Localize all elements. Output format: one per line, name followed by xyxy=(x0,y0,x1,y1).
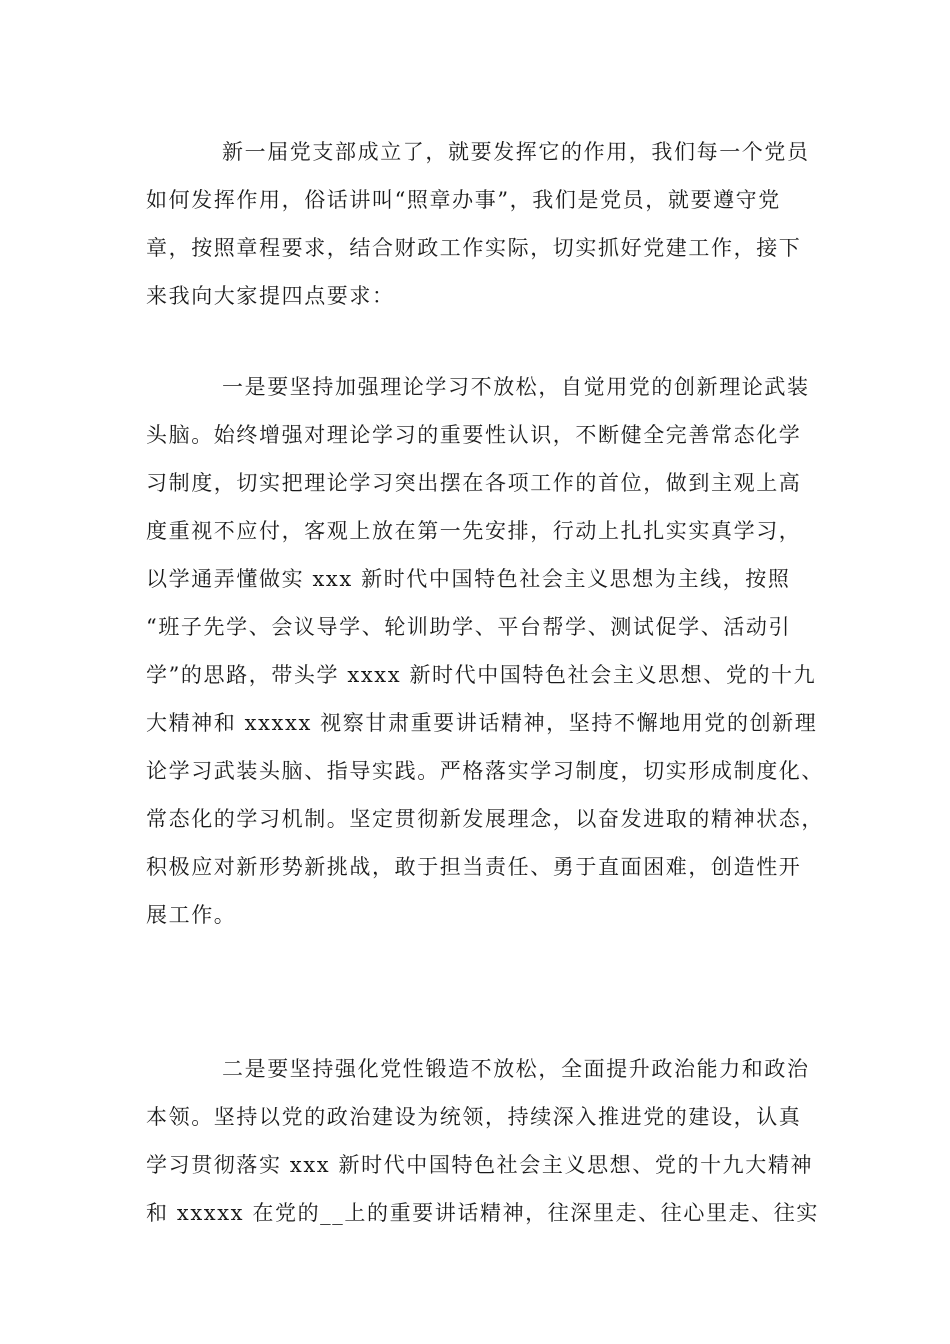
text-line: 大精神和 xxxxx 视察甘肃重要讲话精神，坚持不懈地用党的创新理 xyxy=(146,711,818,735)
text-line: 积极应对新形势新挑战，敢于担当责任、勇于直面困难，创造性开 xyxy=(146,855,802,879)
paragraph-intro xyxy=(146,128,826,320)
text-line: “班子先学、会议导学、轮训助学、平台帮学、测试促学、活动引 xyxy=(146,615,792,639)
text-line: 常态化的学习机制。坚定贯彻新发展理念，以奋发进取的精神状态， xyxy=(146,807,824,831)
text-line: 二是要坚持强化党性锻造不放松，全面提升政治能力和政治 xyxy=(222,1057,810,1081)
text-line: 如何发挥作用，俗话讲叫“照章办事”，我们是党员，就要遵守党 xyxy=(146,188,781,212)
text-line: 来我向大家提四点要求： xyxy=(146,284,395,308)
text-line: 章，按照章程要求，结合财政工作实际，切实抓好党建工作，接下 xyxy=(146,236,802,260)
text-line: 习制度，切实把理论学习突出摆在各项工作的首位，做到主观上高 xyxy=(146,471,802,495)
text-line: 论学习武装头脑、指导实践。严格落实学习制度，切实形成制度化、 xyxy=(146,759,824,783)
text-line: 新一届党支部成立了，就要发挥它的作用，我们每一个党员 xyxy=(222,140,810,164)
text-line: 一是要坚持加强理论学习不放松，自觉用党的创新理论武装 xyxy=(222,375,810,399)
text-line: 本领。坚持以党的政治建设为统领，持续深入推进党的建设，认真 xyxy=(146,1105,802,1129)
text-line: 以学通弄懂做实 xxx 新时代中国特色社会主义思想为主线，按照 xyxy=(146,567,791,591)
text-line: 头脑。始终增强对理论学习的重要性认识，不断健全完善常态化学 xyxy=(146,423,802,447)
paragraph-point-one xyxy=(146,363,826,939)
text-line: 度重视不应付，客观上放在第一先安排，行动上扎扎实实真学习， xyxy=(146,519,802,543)
text-line: 展工作。 xyxy=(146,903,237,927)
paragraph-point-two xyxy=(146,1045,826,1237)
text-line: 和 xxxxx 在党的__上的重要讲话精神，往深里走、往心里走、往实 xyxy=(146,1201,819,1225)
text-line: 学习贯彻落实 xxx 新时代中国特色社会主义思想、党的十九大精神 xyxy=(146,1153,814,1177)
text-line: 学”的思路，带头学 xxxx 新时代中国特色社会主义思想、党的十九 xyxy=(146,663,817,687)
